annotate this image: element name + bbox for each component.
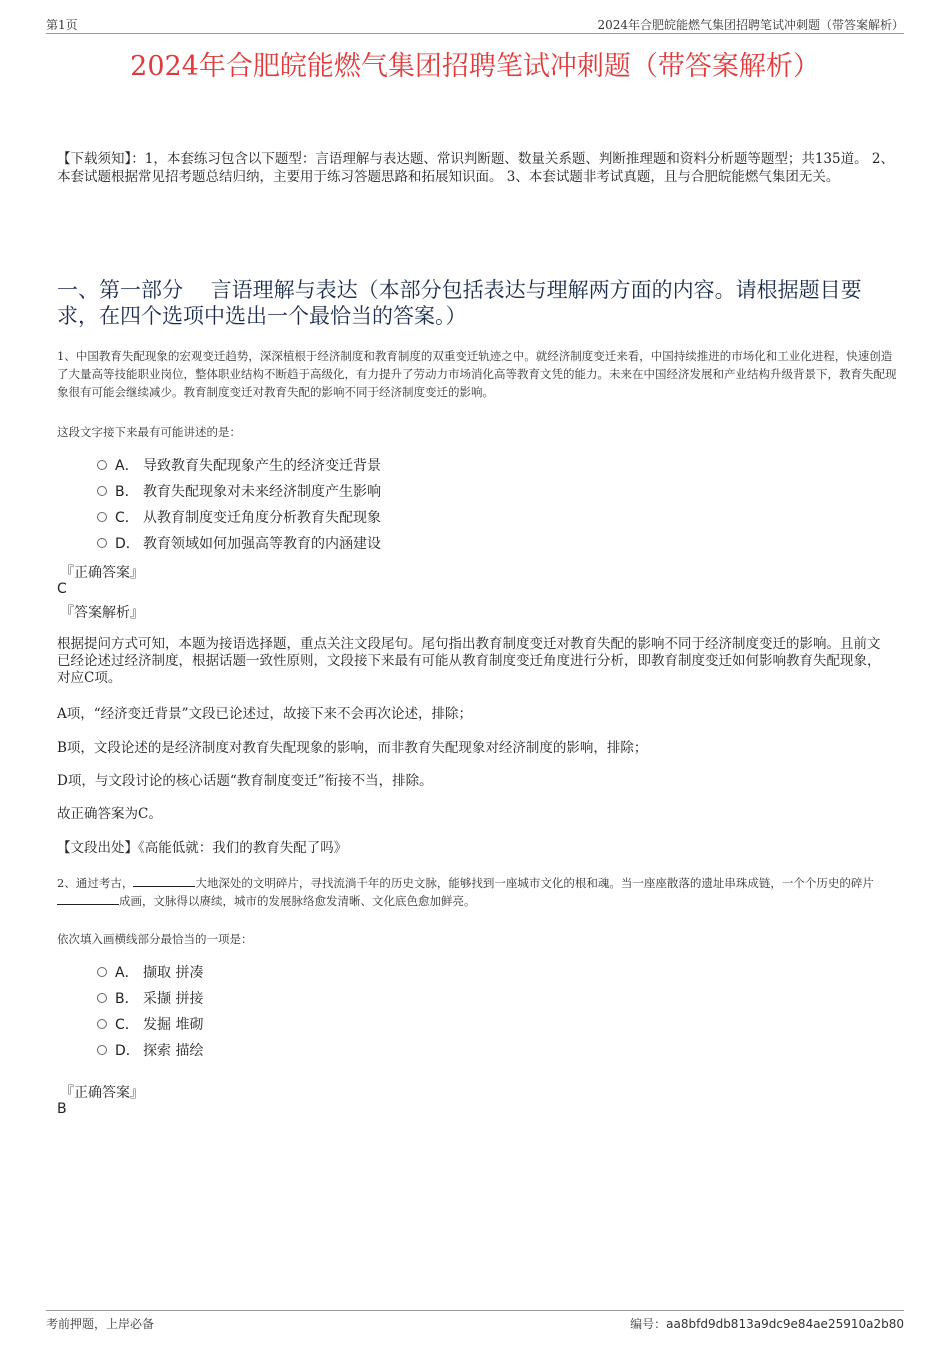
question-2-stem: 2、通过考古， 大地深处的文明碎片，寻找流淌千年的历史文脉，能够找到一座城市文化的根和魂。当一座座散落的遗址串珠成链，一个个历史的碎片成画，文脉得以赓续，城市的发展脉络愈发清晰、文化底色愈加鲜亮。 [57, 876, 874, 908]
radio-icon[interactable] [97, 1045, 107, 1055]
page-number: 第1页 [46, 18, 78, 32]
radio-icon[interactable] [97, 538, 107, 548]
q2-option-c[interactable]: C． 发掘 堆砌 [97, 1015, 203, 1035]
q2-option-d[interactable]: D． 探索 描绘 [97, 1041, 203, 1061]
q1-analysis-paragraph: 根据提问方式可知，本题为接语选择题，重点关注文段尾句。尾句指出教育制度变迁对教育失配的影响不同于经济制度变迁的影响。且前文已经论述过经济制度，根据话题一致性原则，文段接下来最有可能从教育制度变迁角度进行分析，即教育制度变迁如何影响教育失配现象，对应C项。 [57, 636, 881, 686]
radio-icon[interactable] [97, 993, 107, 1003]
radio-icon[interactable] [97, 460, 107, 470]
q1-option-a[interactable]: A． 导致教育失配现象产生的经济变迁背景 [97, 456, 381, 476]
q1-option-b[interactable]: B． 教育失配现象对未来经济制度产生影响 [97, 482, 381, 502]
question-1-prompt: 这段文字接下来最有可能讲述的是： [57, 425, 241, 439]
q1-source: 【文段出处】《高能低就：我们的教育失配了吗》 [57, 840, 348, 856]
q1-answer: C [57, 581, 67, 597]
section-heading: 一、第一部分 言语理解与表达（本部分包括表达与理解两方面的内容。请根据题目要求，在四个选项中选出一个最恰当的答案。） [57, 278, 862, 328]
q2-answer: B [57, 1101, 67, 1117]
radio-icon[interactable] [97, 512, 107, 522]
radio-icon[interactable] [97, 967, 107, 977]
header-doc-title: 2024年合肥皖能燃气集团招聘笔试冲刺题（带答案解析） [597, 18, 904, 32]
fill-blank-1 [133, 875, 195, 887]
question-1-stem: 1、中国教育失配现象的宏观变迁趋势，深深植根于经济制度和教育制度的双重变迁轨迹之中。就经济制度变迁来看，中国持续推进的市场化和工业化进程，快速创造了大量高等技能职业岗位，整体职业结构不断趋于高级化，有力提升了劳动力市场消化高等教育文凭的能力。未来在中国经济发展和产业结构升级背景下，教育失配现象很有可能会继续减少。教育制度变迁对教育失配的影响不同于经济制度变迁的影响。 [57, 349, 897, 399]
q1-analysis-conclusion: 故正确答案为C。 [57, 806, 162, 822]
q1-answer-label: 『正确答案』 [60, 565, 144, 581]
footer-code: 编号：aa8bfd9db813a9dc9e84ae25910a2b80 [630, 1317, 904, 1331]
document-title: 2024年合肥皖能燃气集团招聘笔试冲刺题（带答案解析） [130, 51, 820, 82]
q2-option-a[interactable]: A． 撷取 拼凑 [97, 963, 203, 983]
q2-answer-label: 『正确答案』 [60, 1085, 144, 1101]
footer-slogan: 考前押题，上岸必备 [46, 1317, 155, 1331]
download-notice: 【下载须知】：1，本套练习包含以下题型：言语理解与表达题、常识判断题、数量关系题、判断推理题和资料分析题等题型；共135道。 2、本套试题根据常见招考题总结归纳，主要用于练习答题思路和拓展知识面。 3、本套试题非考试真题，且与合肥皖能燃气集团无关。 [57, 151, 894, 185]
q1-option-c[interactable]: C． 从教育制度变迁角度分析教育失配现象 [97, 508, 381, 528]
q1-analysis-b: B项，文段论述的是经济制度对教育失配现象的影响，而非教育失配现象对经济制度的影响，排除； [57, 740, 648, 756]
radio-icon[interactable] [97, 1019, 107, 1029]
q2-option-b[interactable]: B． 采撷 拼接 [97, 989, 203, 1009]
q1-analysis-label: 『答案解析』 [60, 605, 144, 621]
radio-icon[interactable] [97, 486, 107, 496]
q1-analysis-a: A项，“经济变迁背景”文段已论述过，故接下来不会再次论述，排除； [57, 706, 473, 722]
q1-option-d[interactable]: D． 教育领域如何加强高等教育的内涵建设 [97, 534, 381, 554]
page-footer [46, 1310, 904, 1331]
question-2-prompt: 依次填入画横线部分最恰当的一项是： [57, 932, 253, 946]
page-header [46, 15, 904, 34]
fill-blank-2 [57, 893, 119, 905]
q1-analysis-d: D项，与文段讨论的核心话题“教育制度变迁”衔接不当，排除。 [57, 773, 433, 789]
